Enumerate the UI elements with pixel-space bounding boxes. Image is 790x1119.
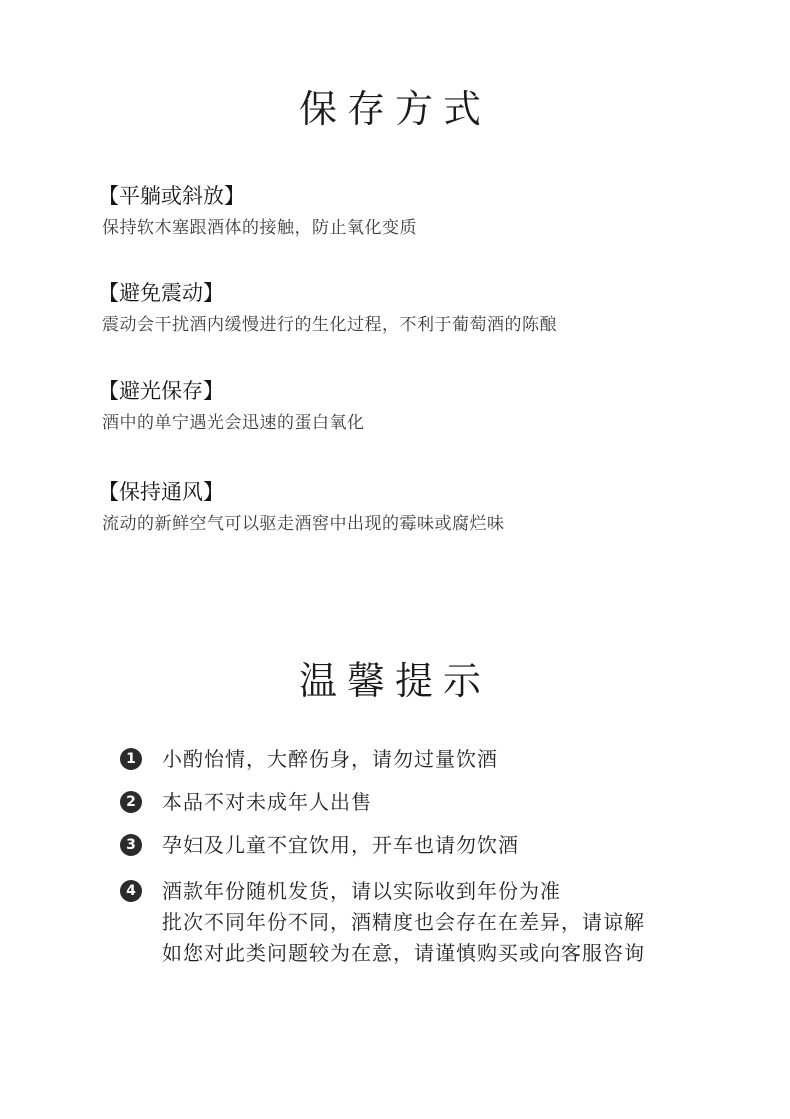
tip-number-badge: 2: [120, 791, 142, 813]
tip-item: [120, 876, 740, 969]
tip-text: 孕妇及儿童不宜饮用，开车也请勿饮酒: [162, 833, 519, 857]
tip-item: [120, 744, 740, 775]
tip-number-badge: 1: [120, 748, 142, 770]
storage-item-description: 震动会干扰酒内缓慢进行的生化过程，不利于葡萄酒的陈酿: [102, 315, 557, 335]
tip-number-badge: 3: [120, 834, 142, 856]
storage-item-avoid-vibration: [98, 279, 742, 337]
storage-item-ventilation: [98, 478, 742, 536]
storage-section-title: 保存方式: [298, 87, 491, 131]
storage-item-description: 酒中的单宁遇光会迅速的蛋白氧化: [102, 413, 365, 433]
tip-text: 酒款年份随机发货，请以实际收到年份为准: [162, 879, 561, 903]
tip-text: 本品不对未成年人出售: [162, 790, 372, 814]
storage-item-heading: 【保持通风】: [98, 480, 224, 504]
storage-item-avoid-light: [98, 377, 742, 435]
tip-text: 批次不同年份不同，酒精度也会存在在差异，请谅解: [162, 910, 645, 934]
storage-item-heading: 【避免震动】: [98, 281, 224, 305]
tip-text: 小酌怡情，大醉伤身，请勿过量饮酒: [162, 747, 498, 771]
storage-item-description: 流动的新鲜空气可以驱走酒窖中出现的霉味或腐烂味: [102, 514, 505, 534]
storage-item-heading: 【避光保存】: [98, 379, 224, 403]
tip-number-badge: 4: [120, 880, 142, 902]
tip-item: [120, 830, 740, 861]
tip-text: 如您对此类问题较为在意，请谨慎购买或向客服咨询: [162, 941, 645, 965]
storage-item-description: 保持软木塞跟酒体的接触，防止氧化变质: [102, 218, 417, 238]
storage-item-heading: 【平躺或斜放】: [98, 184, 245, 208]
tip-item: [120, 787, 740, 818]
tips-section-title: 温馨提示: [298, 659, 491, 703]
storage-item-lay-flat: [98, 182, 742, 240]
